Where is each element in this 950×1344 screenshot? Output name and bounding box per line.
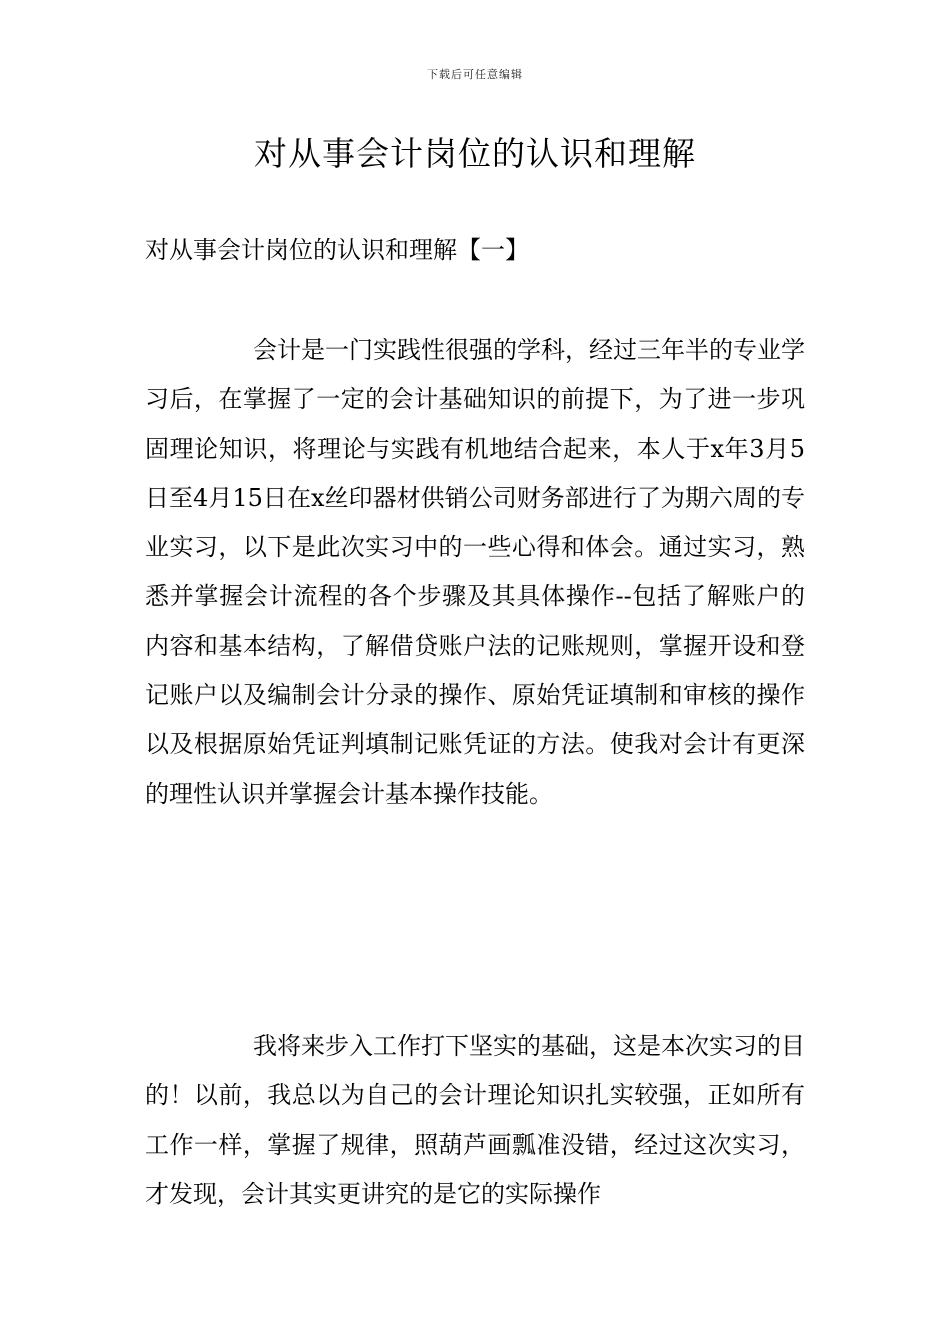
body-paragraph-1: 会计是一门实践性很强的学科，经过三年半的专业学习后，在掌握了一定的会计基础知识的前提下，为了进一步巩固理论知识，将理论与实践有机地结合起来，本人于x年3月5日至4月15日在x丝印器材供销公司财务部进行了为期六周的专业实习，以下是此次实习中的一些心得和体会。通过实习，熟悉并掌握会计流程的各个步骤及其具体操作--包括了解账户的内容和基本结构，了解借贷账户法的记账规则，掌握开设和登记账户以及编制会计分录的操作、原始凭证填制和审核的操作以及根据原始凭证判填制记账凭证的方法。使我对会计有更深的理性认识并掌握会计基本操作技能。 [145,336,805,808]
body-paragraph-2: 我将来步入工作打下坚实的基础，这是本次实习的目的！以前，我总以为自己的会计理论知识扎实较强，正如所有工作一样，掌握了规律，照葫芦画瓢准没错，经过这次实习，才发现，会计其实更讲究的是它的实际操作 [145,1032,805,1208]
section-heading: 对从事会计岗位的认识和理解【一】 [145,236,529,264]
document-title: 对从事会计岗位的认识和理解 [254,134,696,173]
header-note: 下载后可任意编辑 [427,68,523,81]
